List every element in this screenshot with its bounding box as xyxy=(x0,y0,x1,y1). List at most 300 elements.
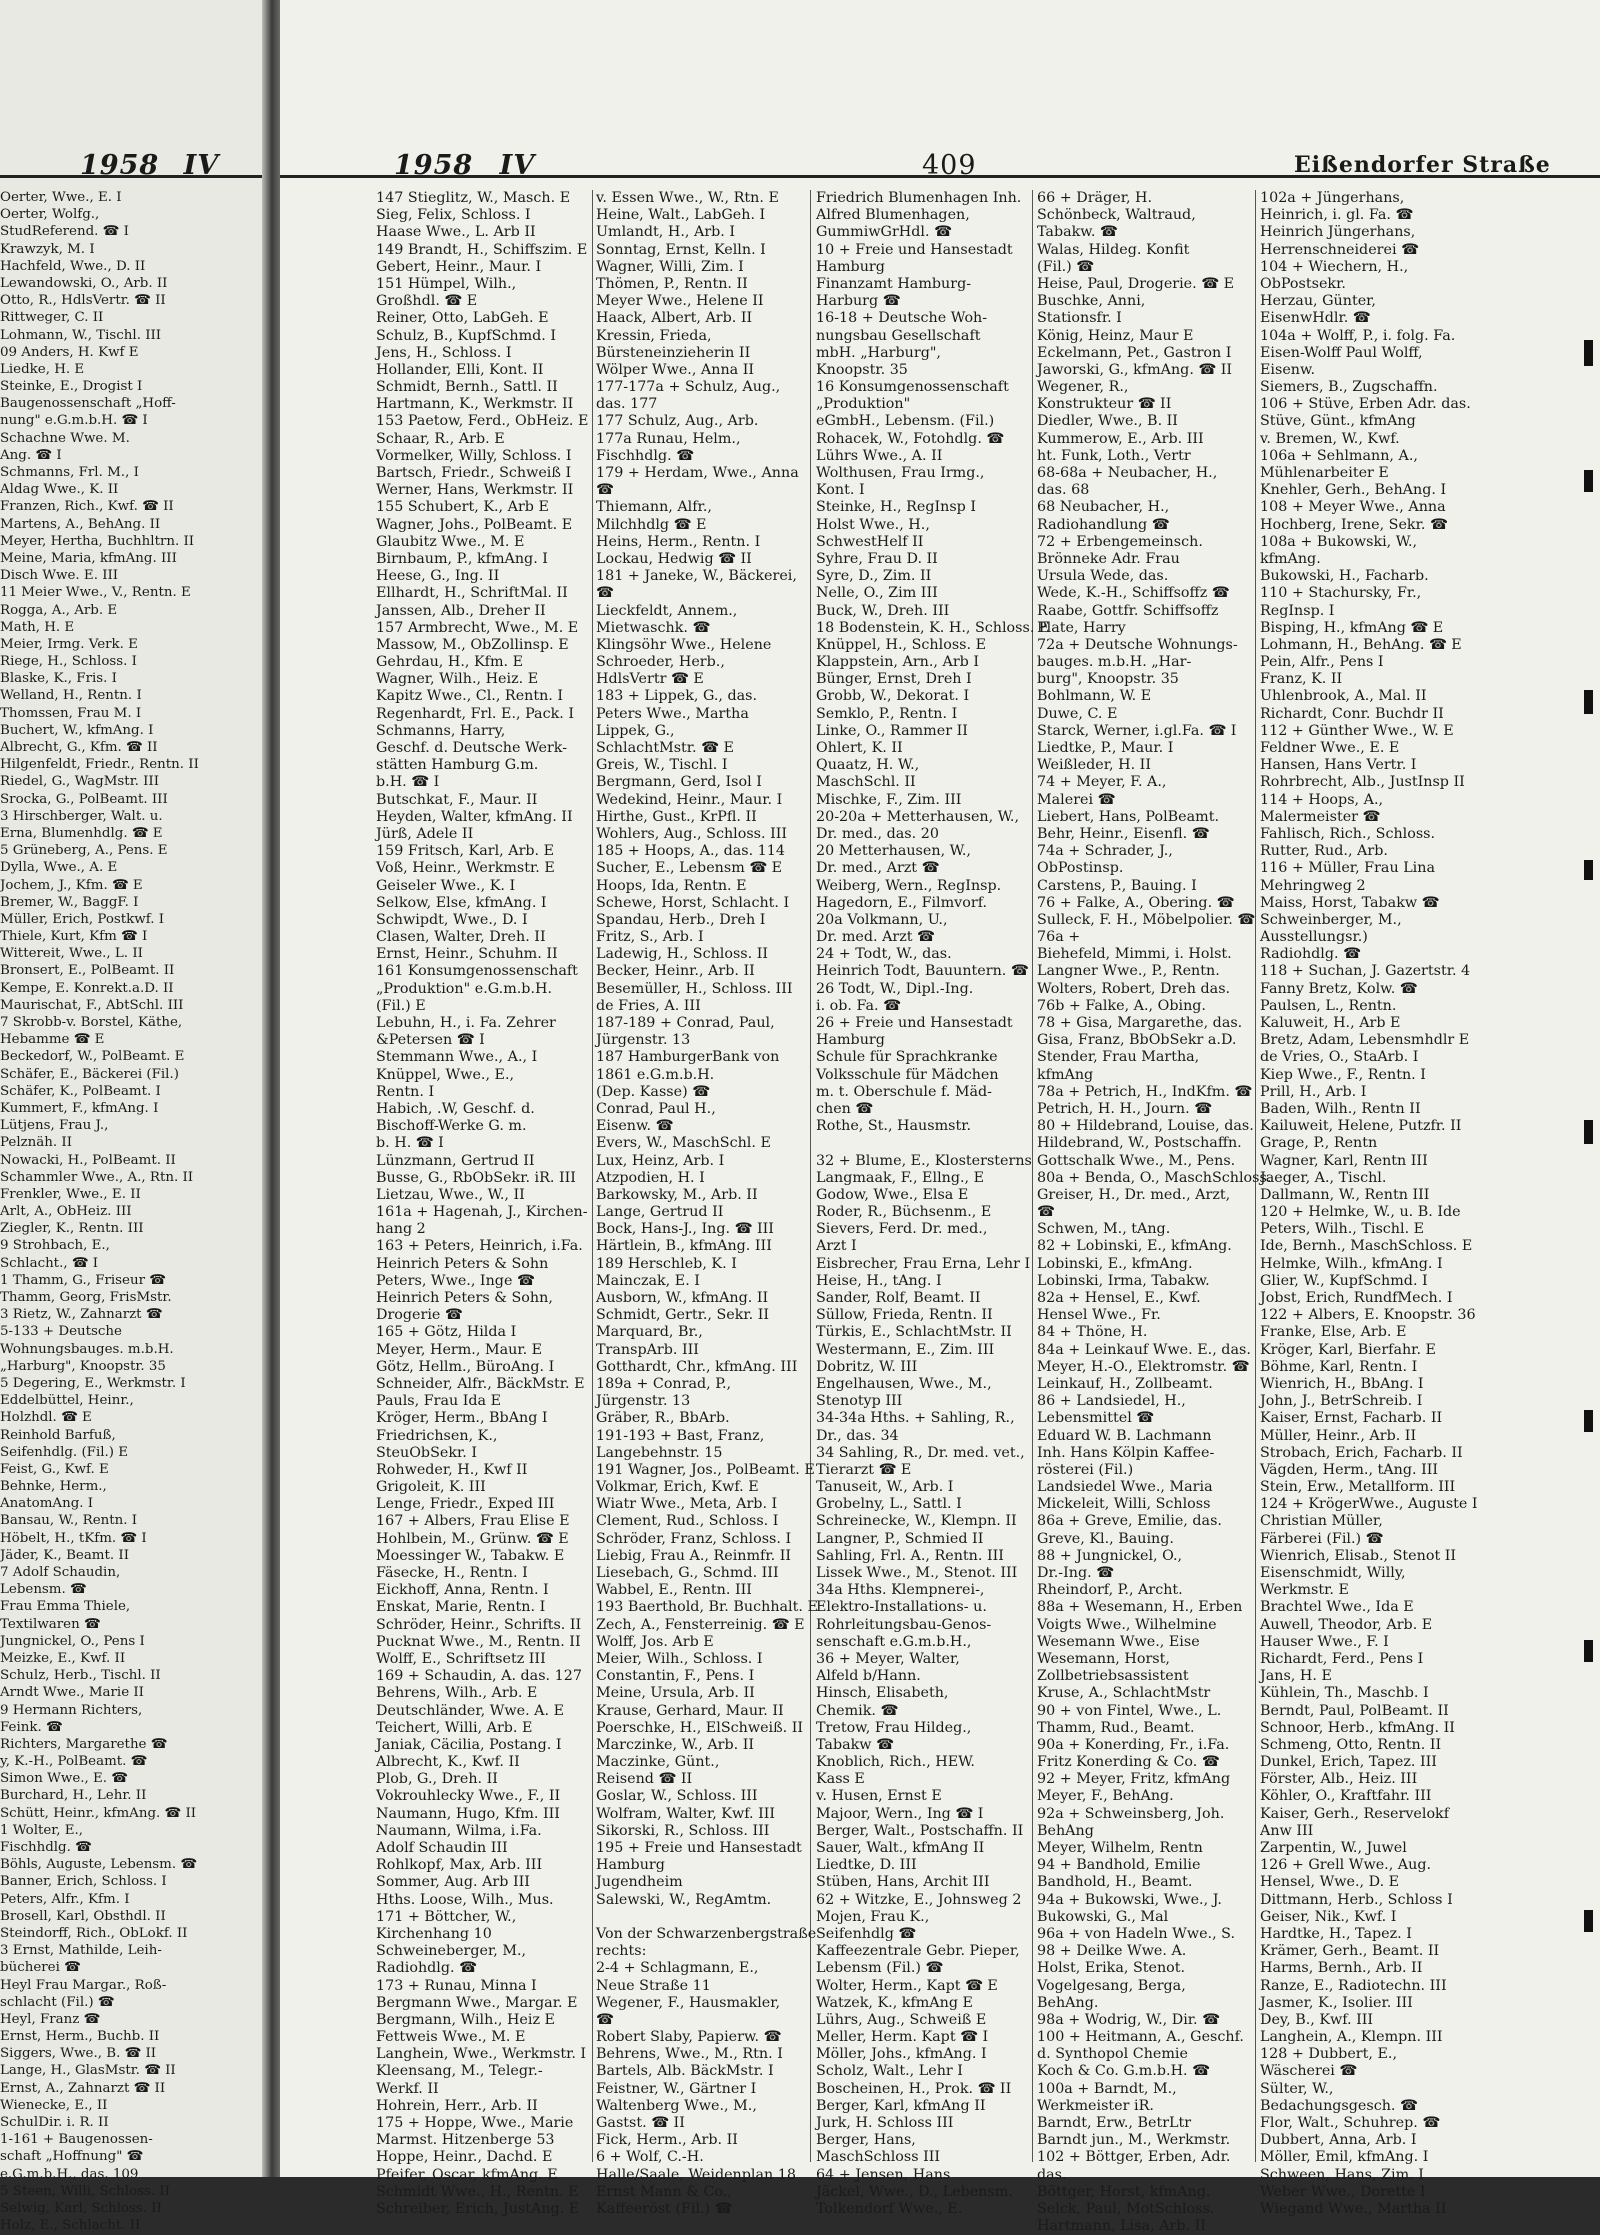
directory-entry-line: AnatomAng. I xyxy=(0,1496,94,1512)
directory-entry-line: Werkf. II xyxy=(376,2080,439,2097)
directory-entry-line: 18 Bodenstein, K. H., Schloss. E xyxy=(816,619,1050,636)
directory-entry-line: Mietwaschk. ☎ xyxy=(596,619,711,636)
directory-entry-line: Eisenw. xyxy=(1260,361,1316,378)
directory-entry-line: Götz, Hellm., BüroAng. I xyxy=(376,1358,555,1375)
directory-entry-line: 171 + Böttcher, W., xyxy=(376,1908,517,1925)
directory-entry-line: Heinrich Peters & Sohn xyxy=(376,1255,549,1272)
directory-entry-line: Christian Müller, xyxy=(1260,1513,1383,1530)
directory-entry-line: StudReferend. ☎ I xyxy=(0,224,129,240)
directory-entry-line: 9 Hermann Richters, xyxy=(0,1702,143,1718)
directory-entry-line: Sieg, Felix, Schloss. I xyxy=(376,207,531,224)
directory-entry-line: Linke, O., Rammer II xyxy=(816,722,968,739)
directory-entry-line: Adolf Schaudin III xyxy=(376,1840,508,1856)
directory-entry-line: Schammler Wwe., A., Rtn. II xyxy=(0,1169,194,1185)
directory-entry-line: Diedler, Wwe., B. II xyxy=(1037,413,1178,430)
directory-entry-line: Feink. ☎ xyxy=(0,1719,63,1735)
directory-entry-line: Ernst, Herm., Buchb. II xyxy=(0,2029,160,2045)
directory-entry-line: Gisa, Franz, BbObSekr a.D. xyxy=(1037,1032,1237,1049)
directory-entry-line: das. 177 xyxy=(596,396,658,413)
directory-entry-line: Wienrich, H., BbAng. I xyxy=(1260,1375,1424,1392)
directory-entry-line: Franz, K. II xyxy=(1260,671,1343,688)
directory-entry-line: Eisenschmidt, Willy, xyxy=(1260,1565,1406,1581)
directory-entry-line: Dr. med., Arzt ☎ xyxy=(816,860,940,877)
directory-entry-line: Fahlisch, Rich., Schloss. xyxy=(1260,825,1436,842)
directory-entry-line: SchwestHelf II xyxy=(816,533,924,550)
directory-entry-line: Grage, P., Rentn xyxy=(1260,1135,1378,1152)
directory-entry-line: Dr., das. 34 xyxy=(816,1427,899,1444)
directory-entry-line: Alfeld b/Hann. xyxy=(816,1668,921,1685)
directory-entry-line: Weiberg, Wern., RegInsp. xyxy=(816,877,1002,894)
directory-entry-line: 187 HamburgerBank von xyxy=(596,1049,780,1066)
directory-entry-line: Thömen, P., Rentn. II xyxy=(596,275,748,292)
edge-marker xyxy=(1584,1410,1593,1432)
directory-entry-line: Welland, H., Rentn. I xyxy=(0,688,142,704)
directory-entry-line: mbH. „Harburg", xyxy=(816,344,941,361)
directory-entry-line: Hauser Wwe., F. I xyxy=(1260,1633,1389,1650)
directory-entry-line: Gebert, Heinr., Maur. I xyxy=(376,258,542,275)
directory-entry-line: Barndt, Erw., BetrLtr xyxy=(1037,2115,1192,2131)
directory-entry-line: Hamburg xyxy=(816,1032,885,1049)
directory-entry-line: Bremer, W., BaggF. I xyxy=(0,894,139,910)
directory-entry-line: Maurischat, F., AbtSchl. III xyxy=(0,997,184,1013)
directory-entry-line: Volksschule für Mädchen xyxy=(816,1066,999,1083)
directory-entry-line: 98a + Wodrig, W., Dir. ☎ xyxy=(1037,2011,1220,2028)
directory-entry-line: Naumann, Hugo, Kfm. III xyxy=(376,1805,560,1822)
directory-entry-line xyxy=(816,1135,1028,1152)
directory-entry-line: 92a + Schweinsberg, Joh. xyxy=(1037,1805,1225,1822)
directory-entry-line: 183 + Lippek, G., das. xyxy=(596,688,758,705)
directory-entry-line: Von der Schwarzenbergstraße xyxy=(596,1925,817,1942)
directory-entry-line: Langner, P., Schmied II xyxy=(816,1530,984,1547)
directory-entry-line: Rothe, St., Hausmstr. xyxy=(816,1118,972,1135)
directory-entry-line: 3 Hirschberger, Walt. u. xyxy=(0,808,163,824)
directory-entry-line: Wohnungsbauges. m.b.H. xyxy=(0,1341,174,1357)
directory-entry-line: Kapitz Wwe., Cl., Rentn. I xyxy=(376,688,564,705)
directory-entry-line: Schäfer, E., Bäckerei (Fil.) xyxy=(0,1066,179,1082)
directory-entry-line: 175 + Hoppe, Wwe., Marie xyxy=(376,2115,574,2131)
directory-entry-line: Geschf. d. Deutsche Werk- xyxy=(376,740,568,756)
directory-entry-line: Evers, W., MaschSchl. E xyxy=(596,1135,771,1152)
directory-entry-line: Rohlkopf, Max, Arb. III xyxy=(376,1857,543,1874)
directory-entry-line: Riege, H., Schloss. I xyxy=(0,654,137,670)
directory-entry-line: Heinrich Peters & Sohn, xyxy=(376,1290,553,1306)
directory-entry-line: Sauer, Walt., kfmAng II xyxy=(816,1840,985,1856)
directory-entry-line: Fischhdlg. ☎ xyxy=(596,447,695,464)
directory-entry-line: Stein, Erw., Metallform. III xyxy=(1260,1479,1456,1496)
directory-entry-line: MaschSchloss III xyxy=(816,2149,941,2166)
edge-marker xyxy=(1584,1120,1593,1144)
directory-entry-line: 76 + Falke, A., Obering. ☎ xyxy=(1037,894,1235,911)
directory-entry-line: de Fries, A. III xyxy=(596,997,701,1014)
directory-entry-line: Glier, W., KupfSchmd. I xyxy=(1260,1272,1428,1289)
directory-entry-line: Besemüller, H., Schloss. III xyxy=(596,980,793,997)
directory-entry-line: Blaske, K., Fris. I xyxy=(0,671,117,687)
directory-entry-line: Lührs Wwe., A. II xyxy=(816,447,943,464)
directory-entry-line: Krause, Gerhard, Maur. II xyxy=(596,1702,784,1719)
directory-entry-line: Buschke, Anni, xyxy=(1037,293,1146,310)
directory-entry-line: Krämer, Gerh., Beamt. II xyxy=(1260,1943,1440,1960)
directory-entry-line: Greis, W., Tischl. I xyxy=(596,757,728,774)
directory-entry-line: Langmaak, F., Ellng., E xyxy=(816,1169,985,1186)
directory-entry-line: Jans, H. E xyxy=(1260,1668,1332,1685)
directory-entry-line: 104 + Wiechern, H., xyxy=(1260,258,1409,275)
directory-entry-line: 92 + Meyer, Fritz, kfmAng xyxy=(1037,1771,1231,1788)
directory-entry-line: Wolfram, Walter, Kwf. III xyxy=(596,1805,776,1822)
directory-entry-line: ObPostinsp. xyxy=(1037,860,1124,877)
directory-column-3 xyxy=(816,190,1050,2218)
directory-entry-line: Schmidt Wwe., H., Rentn. E xyxy=(376,2183,579,2200)
directory-entry-line: Watzek, K., kfmAng E xyxy=(816,1994,973,2011)
directory-entry-line: Kempe, E. Konrekt.a.D. II xyxy=(0,980,174,996)
directory-entry-line: Kummert, F., kfmAng. I xyxy=(0,1100,159,1116)
directory-entry-line: 90 + von Fintel, Wwe., L. xyxy=(1037,1702,1222,1719)
directory-entry-line: 94 + Bandhold, Emilie xyxy=(1037,1857,1201,1874)
directory-entry-line: Hochberg, Irene, Sekr. ☎ xyxy=(1260,516,1448,533)
directory-entry-line: v. Essen Wwe., W., Rtn. E xyxy=(596,190,779,206)
directory-entry-line: Hebamme ☎ E xyxy=(0,1032,105,1048)
directory-entry-line: Naumann, Wilma, i.Fa. xyxy=(376,1822,542,1839)
directory-entry-line: Pfeifer, Oscar, kfmAng. E xyxy=(376,2166,558,2183)
directory-entry-line: 11 Meier Wwe., V., Rentn. E xyxy=(0,585,191,601)
directory-entry-line: Buck, W., Dreh. III xyxy=(816,602,950,619)
directory-entry-line: Heise, Paul, Drogerie. ☎ E xyxy=(1037,275,1235,292)
directory-entry-line: 16-18 + Deutsche Woh- xyxy=(816,310,988,327)
directory-entry-line: John, J., BetrSchreib. I xyxy=(1260,1393,1423,1410)
directory-entry-line: Bünger, Ernst, Dreh I xyxy=(816,671,972,688)
directory-entry-line: Kass E xyxy=(816,1771,865,1788)
directory-entry-line: Haase Wwe., L. Arb II xyxy=(376,224,536,241)
directory-entry-line: Harburg ☎ xyxy=(816,293,901,310)
directory-entry-line: Radiohandlung ☎ xyxy=(1037,516,1170,533)
directory-entry-line: Peters Wwe., Martha xyxy=(596,705,749,722)
directory-entry-line: Hinsch, Elisabeth, xyxy=(816,1685,949,1702)
directory-entry-line: Hachfeld, Wwe., D. II xyxy=(0,258,146,274)
directory-entry-line: Strobach, Erich, Facharb. II xyxy=(1260,1444,1463,1461)
directory-entry-line: 5 Degering, E., Werkmstr. I xyxy=(0,1375,186,1391)
directory-entry-line: Bisping, H., kfmAng ☎ E xyxy=(1260,619,1444,636)
directory-entry-line: Heise, H., tAng. I xyxy=(816,1272,942,1289)
directory-entry-line: Lockau, Hedwig ☎ II xyxy=(596,550,752,567)
left-header-rule xyxy=(0,175,262,178)
directory-entry-line: Werkmstr. E xyxy=(1260,1582,1349,1599)
directory-entry-line: 82a + Hensel, E., Kwf. xyxy=(1037,1290,1201,1306)
directory-entry-line: Greve, Kl., Bauing. xyxy=(1037,1530,1174,1547)
directory-entry-line: Wohlers, Aug., Schloss. III xyxy=(596,825,788,842)
directory-entry-line: BehAng xyxy=(1037,1822,1094,1839)
directory-entry-line: Mischke, F., Zim. III xyxy=(816,791,962,808)
directory-entry-line: Meyer, Wilhelm, Rentn xyxy=(1037,1840,1203,1856)
directory-entry-line: Jobst, Erich, RundfMech. I xyxy=(1260,1290,1453,1306)
directory-entry-line: Liebert, Hans, PolBeamt. xyxy=(1037,808,1219,825)
directory-entry-line: Alfred Blumenhagen, xyxy=(816,207,970,224)
directory-entry-line: RegInsp. I xyxy=(1260,602,1335,619)
directory-entry-line: Kaffeezentrale Gebr. Pieper, xyxy=(816,1943,1020,1960)
directory-entry-line: Hensel Wwe., Fr. xyxy=(1037,1307,1161,1324)
directory-entry-line: Fritz, S., Arb. I xyxy=(596,929,704,946)
directory-entry-line: 84a + Leinkauf Wwe. E., das. xyxy=(1037,1341,1251,1358)
directory-entry-line: Conrad, Paul H., xyxy=(596,1100,716,1117)
directory-entry-line: Math, H. E xyxy=(0,619,75,635)
directory-entry-line: Werner, Hans, Werkmstr. II xyxy=(376,482,574,499)
directory-entry-line: Friedrichsen, K., xyxy=(376,1427,498,1444)
directory-entry-line: Meyer, H.-O., Elektromstr. ☎ xyxy=(1037,1358,1250,1375)
directory-entry-line: Malerei ☎ xyxy=(1037,791,1116,808)
directory-entry-line: Meier, Wilh., Schloss. I xyxy=(596,1650,763,1667)
directory-entry-line: Maiss, Horst, Tabakw ☎ xyxy=(1260,894,1440,911)
directory-entry-line: Konstrukteur ☎ II xyxy=(1037,396,1172,413)
directory-entry-line: Böhme, Karl, Rentn. I xyxy=(1260,1358,1418,1375)
directory-entry-line: Richardt, Conr. Buchdr II xyxy=(1260,705,1444,722)
directory-entry-line: 193 Baerthold, Br. Buchhalt. E xyxy=(596,1599,818,1616)
directory-entry-line: Rohacek, W., Fotohdlg. ☎ xyxy=(816,430,1005,447)
directory-entry-line: 72 + Erbengemeinsch. xyxy=(1037,533,1203,550)
directory-entry-line: Lux, Heinz, Arb. I xyxy=(596,1152,725,1169)
directory-entry-line: Fritz Konerding & Co. ☎ xyxy=(1037,1754,1220,1771)
directory-entry-line: Dubbert, Anna, Arb. I xyxy=(1260,2132,1417,2149)
directory-entry-line: Albrecht, K., Kwf. II xyxy=(376,1754,520,1771)
directory-entry-line: Meier, Irmg. Verk. E xyxy=(0,636,138,652)
directory-entry-line: Schlacht., ☎ I xyxy=(0,1255,99,1271)
directory-entry-line: 32 + Blume, E., Klostersterns xyxy=(816,1152,1032,1169)
edge-marker xyxy=(1584,470,1593,492)
directory-entry-line: 74a + Schrader, J., xyxy=(1037,843,1173,860)
directory-entry-line: Bischoff-Werke G. m. xyxy=(376,1118,527,1135)
directory-entry-line: Meyer, F., BehAng. xyxy=(1037,1788,1174,1805)
directory-entry-line: Fischhdlg. ☎ xyxy=(0,1840,92,1855)
directory-entry-line: 161a + Hagenah, J., Kirchen- xyxy=(376,1204,588,1221)
directory-entry-line: b.H. ☎ I xyxy=(376,774,440,791)
directory-entry-line: Behr, Heinr., Eisenfl. ☎ xyxy=(1037,825,1210,842)
directory-entry-line: Hardtke, H., Tapez. I xyxy=(1260,1925,1412,1942)
directory-entry-line: Herrenschneiderei ☎ xyxy=(1260,241,1419,258)
directory-entry-line: Malermeister ☎ xyxy=(1260,808,1381,825)
directory-entry-line: Bergmann Wwe., Margar. E xyxy=(376,1994,578,2011)
directory-entry-line: 62 + Witzke, E., Johnsweg 2 xyxy=(816,1891,1022,1908)
directory-entry-line: Thamm, Georg, FrisMstr. xyxy=(0,1290,172,1305)
directory-entry-line: Kressin, Frieda, xyxy=(596,327,712,344)
directory-entry-line: Lohmann, H., BehAng. ☎ E xyxy=(1260,636,1462,653)
directory-entry-line: Wienrich, Elisab., Stenot II xyxy=(1260,1547,1457,1564)
directory-entry-line: Schmeng, Otto, Rentn. II xyxy=(1260,1736,1442,1753)
directory-entry-line: Wede, K.-H., Schiffsoffz ☎ xyxy=(1037,585,1230,602)
directory-entry-line: 26 Todt, W., Dipl.-Ing. xyxy=(816,980,974,997)
right-header-year: 1958 xyxy=(394,150,474,181)
directory-entry-line: 122 + Albers, E. Knoopstr. 36 xyxy=(1260,1307,1476,1324)
directory-entry-line: Lewandowski, O., Arb. II xyxy=(0,275,168,291)
directory-entry-line: Finanzamt Hamburg- xyxy=(816,275,972,292)
directory-entry-line: Schewe, Horst, Schlacht. I xyxy=(596,894,790,911)
directory-entry-line: Engelhausen, Wwe., M., xyxy=(816,1375,992,1392)
directory-entry-line: Radiohdlg. ☎ xyxy=(376,1960,477,1977)
directory-entry-line: Tolkendorf Wwe., E. xyxy=(816,2200,963,2217)
directory-entry-line: 112 + Günther Wwe., W. E xyxy=(1260,722,1454,739)
directory-entry-line: Wittereit, Wwe., L. II xyxy=(0,946,143,962)
directory-entry-line: Mickeleit, Willi, Schloss xyxy=(1037,1496,1211,1513)
directory-entry-line: Langhein, Wwe., Werkmstr. I xyxy=(376,2046,587,2063)
directory-entry-line: Jasmer, K., Isolier. III xyxy=(1260,1994,1413,2011)
directory-entry-line: Robert Slaby, Papierw. ☎ xyxy=(596,2029,782,2046)
directory-entry-line: Steinke, E., Drogist I xyxy=(0,379,143,395)
directory-entry-line: Poerschke, H., ElSchweiß. II xyxy=(596,1719,804,1736)
directory-entry-line: Hilgenfeldt, Friedr., Rentn. II xyxy=(0,757,199,773)
directory-entry-line: Godow, Wwe., Elsa E xyxy=(816,1186,969,1203)
directory-entry-line: Jungnickel, O., Pens I xyxy=(0,1633,145,1649)
directory-entry-line: 147 Stieglitz, W., Masch. E xyxy=(376,190,571,206)
directory-entry-line: Lissek Wwe., M., Stenot. III xyxy=(816,1565,1018,1581)
directory-entry-line: Meyer, Hertha, Buchhltrn. II xyxy=(0,533,195,549)
directory-entry-line: Baugenossenschaft „Hoff- xyxy=(0,396,176,412)
directory-entry-line: Mühlenarbeiter E xyxy=(1260,465,1389,481)
directory-entry-line: Pucknat Wwe., M., Rentn. II xyxy=(376,1633,581,1650)
edge-marker xyxy=(1584,690,1593,714)
directory-entry-line: 82 + Lobinski, E., kfmAng. xyxy=(1037,1238,1232,1255)
directory-entry-line: Milchhdlg ☎ E xyxy=(596,516,707,533)
directory-entry-line: 10 + Freie und Hansestadt xyxy=(816,241,1013,258)
directory-entry-line: Wienecke, E., II xyxy=(0,2097,108,2113)
directory-entry-line: Hartmann, K., Werkmstr. II xyxy=(376,396,574,413)
directory-entry-line: 34 Sahling, R., Dr. med. vet., xyxy=(816,1444,1025,1461)
directory-entry-line: Glaubitz Wwe., M. E xyxy=(376,533,525,550)
directory-entry-line: Bartsch, Friedr., Schweiß I xyxy=(376,465,572,481)
directory-entry-line: Umlandt, H., Arb. I xyxy=(596,224,736,241)
directory-entry-line: e.G.m.b.H., das. 109 xyxy=(0,2166,139,2182)
directory-entry-line: Teichert, Willi, Arb. E xyxy=(376,1719,533,1736)
directory-entry-line: m. t. Oberschule f. Mäd- xyxy=(816,1083,993,1100)
directory-entry-line: Bedachungsgesch. ☎ xyxy=(1260,2097,1418,2114)
directory-entry-line: 173 + Runau, Minna I xyxy=(376,1977,537,1994)
directory-entry-line: bücherei ☎ xyxy=(0,1960,81,1976)
directory-entry-line: Kaiser, Ernst, Facharb. II xyxy=(1260,1410,1443,1427)
directory-entry-line: Peters, Alfr., Kfm. I xyxy=(0,1891,130,1907)
directory-entry-line: Wolff, Jos. Arb E xyxy=(596,1633,714,1650)
directory-entry-line: Härtlein, B., kfmAng. III xyxy=(596,1238,772,1255)
directory-entry-line: 153 Paetow, Ferd., ObHeiz. E xyxy=(376,413,589,430)
directory-entry-line: Hartmann, Lisa, Arb. II xyxy=(1037,2218,1206,2235)
directory-entry-line: ☎ xyxy=(596,482,614,499)
directory-entry-line: Drogerie ☎ xyxy=(376,1307,463,1324)
directory-entry-line: Schulz, Herb., Tischl. II xyxy=(0,1668,161,1684)
directory-entry-line: Stüben, Hans, Archit III xyxy=(816,1874,990,1891)
directory-entry-line: Rittweger, C. II xyxy=(0,310,104,326)
directory-entry-line: rösterei (Fil.) xyxy=(1037,1461,1134,1478)
directory-entry-line: stätten Hamburg G.m. xyxy=(376,757,539,774)
directory-entry-line: Hagedorn, E., Filmvorf. xyxy=(816,894,988,911)
directory-entry-line: Feistner, W., Gärtner I xyxy=(596,2080,757,2097)
directory-entry-line: Neue Straße 11 xyxy=(596,1977,711,1994)
directory-entry-line: Ladewig, H., Schloss. II xyxy=(596,946,769,963)
directory-entry-line: Jens, H., Schloss. I xyxy=(376,344,512,361)
directory-entry-line: Berger, Karl, kfmAng II xyxy=(816,2097,986,2114)
directory-entry-line: Bohlmann, W. E xyxy=(1037,688,1152,705)
directory-entry-line: Hoppe, Heinr., Dachd. E xyxy=(376,2149,553,2166)
directory-entry-line: Radiohdlg. ☎ xyxy=(1260,946,1361,963)
directory-entry-line: Zollbetriebsassistent xyxy=(1037,1668,1189,1685)
directory-entry-line: „Produktion" e.G.m.b.H. xyxy=(376,980,553,997)
directory-entry-line: 20 Metterhausen, W., xyxy=(816,843,971,860)
directory-entry-line: Kröger, Herm., BbAng I xyxy=(376,1410,548,1427)
directory-entry-line: 94a + Bukowski, Wwe., J. xyxy=(1037,1891,1222,1908)
directory-entry-line: Constantin, F., Pens. I xyxy=(596,1668,755,1685)
directory-entry-line: kfmAng. xyxy=(1260,550,1321,567)
directory-entry-line: Rohrbrecht, Alb., JustInsp II xyxy=(1260,774,1465,791)
directory-entry-line: Thiele, Kurt, Kfm ☎ I xyxy=(0,929,148,945)
directory-entry-line: Wegener, R., xyxy=(1037,379,1129,396)
directory-entry-line: 149 Brandt, H., Schiffszim. E xyxy=(376,241,588,258)
directory-entry-line: Tanuseit, W., Arb. I xyxy=(816,1479,954,1496)
directory-entry-line: Liedtke, P., Maur. I xyxy=(1037,740,1174,756)
directory-entry-line: Vägden, Herm., tAng. III xyxy=(1260,1461,1439,1478)
directory-entry-line: Vogelgesang, Berga, xyxy=(1037,1977,1186,1994)
directory-entry-line: Pauls, Frau Ida E xyxy=(376,1393,502,1410)
directory-entry-line: Schmanns, Frl. M., I xyxy=(0,465,139,480)
directory-entry-line: Meyer, Herm., Maur. E xyxy=(376,1341,543,1358)
directory-entry-line: Wolters, Robert, Dreh das. xyxy=(1037,980,1231,997)
directory-entry-line: Jürß, Adele II xyxy=(376,825,474,842)
directory-entry-line: 16 Konsumgenossenschaft xyxy=(816,379,1009,396)
directory-entry-line: Raabe, Gottfr. Schiffsoffz xyxy=(1037,602,1219,619)
directory-entry-line: Lieckfeldt, Annem., xyxy=(596,602,738,619)
directory-entry-line: Schäfer, K., PolBeamt. I xyxy=(0,1083,161,1099)
street-name-header: Eißendorfer Straße xyxy=(1294,152,1551,178)
directory-entry-line: Feist, G., Kwf. E xyxy=(0,1461,109,1477)
directory-entry-line: Regenhardt, Frl. E., Pack. I xyxy=(376,705,574,722)
directory-entry-line: Ide, Bernh., MaschSchloss. E xyxy=(1260,1238,1473,1255)
directory-entry-line: v. Bremen, W., Kwf. xyxy=(1260,430,1400,447)
directory-entry-line: „Produktion" xyxy=(816,396,911,413)
directory-entry-line: Schween, Hans, Zim. I xyxy=(1260,2166,1424,2183)
directory-entry-line: 68 Neubacher, H., xyxy=(1037,499,1170,516)
directory-entry-line: 98 + Deilke Wwe. A. xyxy=(1037,1943,1187,1960)
directory-entry-line: Hamburg xyxy=(816,258,885,275)
directory-entry-line: Thiemann, Alfr., xyxy=(596,499,712,516)
directory-entry-line: Zarpentin, W., Juwel xyxy=(1260,1840,1407,1856)
directory-entry-line: SteuObSekr. I xyxy=(376,1444,477,1461)
directory-entry-line: das. xyxy=(1037,2166,1067,2183)
directory-entry-line: Sucher, E., Lebensm ☎ E xyxy=(596,860,783,877)
directory-entry-line: Geiseler Wwe., K. I xyxy=(376,877,516,894)
directory-entry-line: Gräber, R., BbArb. xyxy=(596,1410,730,1427)
directory-entry-line: Eisbrecher, Frau Erna, Lehr I xyxy=(816,1255,1031,1272)
directory-entry-line: Leinkauf, H., Zollbeamt. xyxy=(1037,1375,1213,1392)
directory-entry-line: Franke, Else, Arb. E xyxy=(1260,1324,1407,1341)
directory-entry-line: Liedke, H. E xyxy=(0,361,85,377)
directory-entry-line: Erna, Blumenhdlg. ☎ E xyxy=(0,825,163,841)
directory-entry-line: Kaffeeröst (Fil.) ☎ xyxy=(596,2200,733,2217)
directory-entry-line: Holzhdl. ☎ E xyxy=(0,1410,92,1426)
directory-entry-line: Knüppel, H., Schloss. E xyxy=(816,636,987,653)
directory-entry-line: 181 + Janeke, W., Bäckerei, xyxy=(596,568,797,585)
directory-entry-line: Schmidt, Gertr., Sekr. II xyxy=(596,1307,770,1324)
directory-entry-line: Tabakw ☎ xyxy=(816,1736,894,1753)
directory-entry-line: Ausborn, W., kfmAng. II xyxy=(596,1290,769,1306)
directory-entry-line: Hildebrand, W., Postschaffn. xyxy=(1037,1135,1242,1152)
right-header-rule xyxy=(280,175,1600,178)
directory-entry-line: Türkis, E., SchlachtMstr. II xyxy=(816,1324,1012,1341)
directory-entry-line: Sikorski, R., Schloss. III xyxy=(596,1822,770,1839)
directory-entry-line: SchlachtMstr. ☎ E xyxy=(596,740,734,756)
directory-entry-line: Voß, Heinr., Werkmstr. E xyxy=(376,860,555,877)
directory-entry-line: Busse, G., RbObSekr. iR. III xyxy=(376,1169,576,1186)
directory-entry-line: Habich, .W, Geschf. d. xyxy=(376,1100,535,1117)
directory-entry-line: Heese, G., Ing. II xyxy=(376,568,500,585)
directory-entry-line: Schule für Sprachkranke xyxy=(816,1049,998,1066)
directory-entry-line: Petrich, H. H., Journ. ☎ xyxy=(1037,1100,1213,1117)
directory-entry-line: Sonntag, Ernst, Kelln. I xyxy=(596,241,766,258)
directory-entry-line: 78 + Gisa, Margarethe, das. xyxy=(1037,1015,1243,1031)
directory-entry-line: Kailuweit, Helene, Putzfr. II xyxy=(1260,1118,1462,1135)
directory-entry-line: Wölper Wwe., Anna II xyxy=(596,361,755,378)
directory-entry-line: 106a + Sehlmann, A., xyxy=(1260,447,1418,464)
